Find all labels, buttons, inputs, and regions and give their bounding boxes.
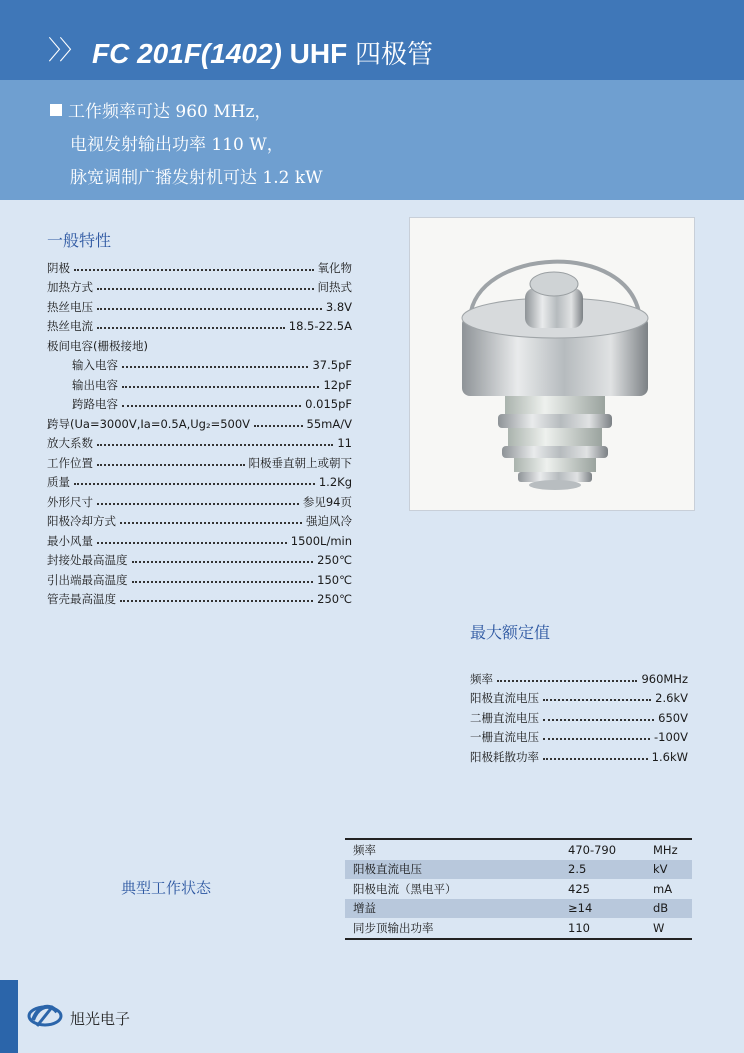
spec-label: 阳极直流电压: [470, 691, 539, 706]
spec-value: 55mA/V: [306, 416, 352, 431]
leader-dots: [132, 561, 314, 563]
spec-row: [47, 434, 352, 454]
spec-row: [47, 258, 352, 278]
leader-dots: [122, 386, 319, 388]
spec-label: 管壳最高温度: [47, 592, 116, 607]
leader-dots: [97, 308, 322, 310]
spec-value: 强迫风冷: [306, 514, 352, 529]
table-param: 增益: [345, 899, 568, 919]
footer-bar: [0, 980, 18, 1053]
spec-label: 工作位置: [47, 455, 93, 470]
table-param: 同步顶输出功率: [353, 920, 434, 935]
table-row: [345, 860, 692, 880]
leader-dots: [122, 366, 308, 368]
spec-value: 150℃: [317, 572, 352, 587]
leader-dots: [97, 288, 314, 290]
typical-title: 典型工作状态: [121, 879, 212, 897]
table-param: 频率: [353, 842, 376, 857]
table-unit: kV: [653, 860, 692, 880]
leader-dots: [122, 405, 301, 407]
general-spec-list: [47, 258, 352, 609]
leader-dots: [543, 758, 648, 760]
spec-label: 输出电容: [72, 377, 118, 392]
leader-dots: [120, 600, 313, 602]
spec-value: 960MHz: [641, 671, 688, 686]
spec-label: 二栅直流电压: [470, 710, 539, 725]
spec-value: 1.6kW: [651, 749, 688, 764]
band-label: UHF: [289, 38, 348, 69]
spec-label: 放大系数: [47, 436, 93, 451]
spec-row: [47, 414, 352, 434]
spec-row: [47, 297, 352, 317]
spec-label: 一栅直流电压: [470, 730, 539, 745]
bullet-square-icon: [50, 104, 62, 116]
spec-value: 37.5pF: [312, 358, 352, 373]
spec-label: 阳极耗散功率: [470, 749, 539, 764]
spec-row: [470, 747, 688, 767]
max-ratings-title: 最大额定值: [470, 623, 551, 642]
spec-value: 阳极垂直朝上或朝下: [248, 455, 352, 470]
table-value: ≥14: [568, 899, 653, 919]
leader-dots: [497, 680, 637, 682]
intro-line-3: 脉宽调制广播发射机可达 1.2 kW: [70, 168, 323, 188]
leader-dots: [543, 699, 651, 701]
spec-row: [47, 531, 352, 551]
company-name: 旭光电子: [70, 1010, 131, 1028]
spec-value: 0.015pF: [305, 397, 352, 412]
table-unit: mA: [653, 881, 673, 896]
spec-value: 1.2Kg: [318, 475, 352, 490]
spec-label: 引出端最高温度: [47, 572, 128, 587]
max-ratings-list: [470, 669, 688, 767]
spec-label: 阳极冷却方式: [47, 514, 116, 529]
leader-dots: [97, 444, 333, 446]
tube-type: 四极管: [354, 39, 433, 69]
spec-value: 间热式: [317, 280, 352, 295]
spec-value: 250℃: [317, 553, 352, 568]
chevron-icon: 〉〉: [48, 36, 84, 66]
spec-row: [47, 317, 352, 337]
spec-row: [47, 278, 352, 298]
table-value: 470-790: [568, 842, 617, 857]
spec-row: [470, 669, 688, 689]
typical-table: [345, 838, 692, 940]
model-number: FC 201F(1402): [92, 38, 282, 69]
leader-dots: [97, 327, 285, 329]
company-logo-icon: [27, 1000, 63, 1032]
table-row: [345, 879, 692, 899]
spec-row: [47, 395, 352, 415]
spec-label: 外形尺寸: [47, 494, 93, 509]
spec-value: 参见94页: [302, 494, 352, 509]
spec-row: [47, 570, 352, 590]
leader-dots: [120, 522, 302, 524]
spec-value: 250℃: [317, 592, 352, 607]
spec-row: [47, 512, 352, 532]
spec-label: 阴极: [47, 260, 70, 275]
leader-dots: [543, 738, 650, 740]
spec-value: 1500L/min: [290, 533, 352, 548]
spec-value: 18.5-22.5A: [288, 319, 352, 334]
intro-line-1: [50, 97, 271, 122]
tube-image: [410, 218, 694, 510]
table-row: [345, 839, 692, 860]
spec-label: 封接处最高温度: [47, 553, 128, 568]
spec-label: 频率: [470, 671, 493, 686]
table-value: 425: [568, 881, 590, 896]
spec-row: [47, 336, 352, 356]
spec-row: [470, 708, 688, 728]
leader-dots: [543, 719, 654, 721]
spec-value: 2.6kV: [655, 691, 688, 706]
spec-row: [47, 375, 352, 395]
table-unit: W: [653, 920, 665, 935]
leader-dots: [74, 269, 314, 271]
title-bar: [0, 0, 744, 80]
table-row: [345, 899, 692, 919]
spec-label: 质量: [47, 475, 70, 490]
spec-label: 加热方式: [47, 280, 93, 295]
spec-label: 跨导(Ua=3000V,Ia=0.5A,Ug₂=500V: [47, 416, 251, 431]
spec-label: 极间电容(栅极接地): [47, 338, 148, 353]
intro-band: [0, 80, 744, 200]
spec-value: 3.8V: [325, 299, 352, 314]
spec-row: [470, 728, 688, 748]
spec-row: [47, 590, 352, 610]
leader-dots: [254, 425, 303, 427]
tube-photo: [409, 217, 695, 511]
leader-dots: [74, 483, 315, 485]
intro-line-2: 电视发射输出功率 110 W，: [70, 135, 284, 155]
spec-label: 跨路电容: [72, 397, 118, 412]
leader-dots: [97, 503, 299, 505]
spec-value: 12pF: [323, 377, 352, 392]
general-title: 一般特性: [47, 231, 112, 250]
leader-dots: [97, 464, 245, 466]
spec-row: [470, 689, 688, 709]
spec-row: [47, 492, 352, 512]
page-title: [92, 34, 433, 71]
spec-label: 最小风量: [47, 533, 93, 548]
spec-label: 输入电容: [72, 358, 118, 373]
spec-value: 650V: [658, 710, 688, 725]
spec-value: -100V: [654, 730, 688, 745]
table-value: 2.5: [568, 860, 653, 880]
spec-row: [47, 453, 352, 473]
table-param: 阳极直流电压: [345, 860, 568, 880]
spec-value: 氧化物: [317, 260, 352, 275]
table-unit: dB: [653, 899, 692, 919]
spec-label: 热丝电流: [47, 319, 93, 334]
spec-row: [47, 551, 352, 571]
table-row: [345, 918, 692, 939]
spec-row: [47, 473, 352, 493]
intro-text-1: 工作频率可达 960 MHz，: [68, 102, 272, 122]
table-unit: MHz: [653, 842, 678, 857]
table-param: 阳极电流（黑电平）: [353, 881, 457, 896]
leader-dots: [132, 581, 314, 583]
leader-dots: [97, 542, 287, 544]
spec-row: [47, 356, 352, 376]
spec-value: 11: [337, 436, 352, 451]
spec-label: 热丝电压: [47, 299, 93, 314]
table-value: 110: [568, 920, 590, 935]
